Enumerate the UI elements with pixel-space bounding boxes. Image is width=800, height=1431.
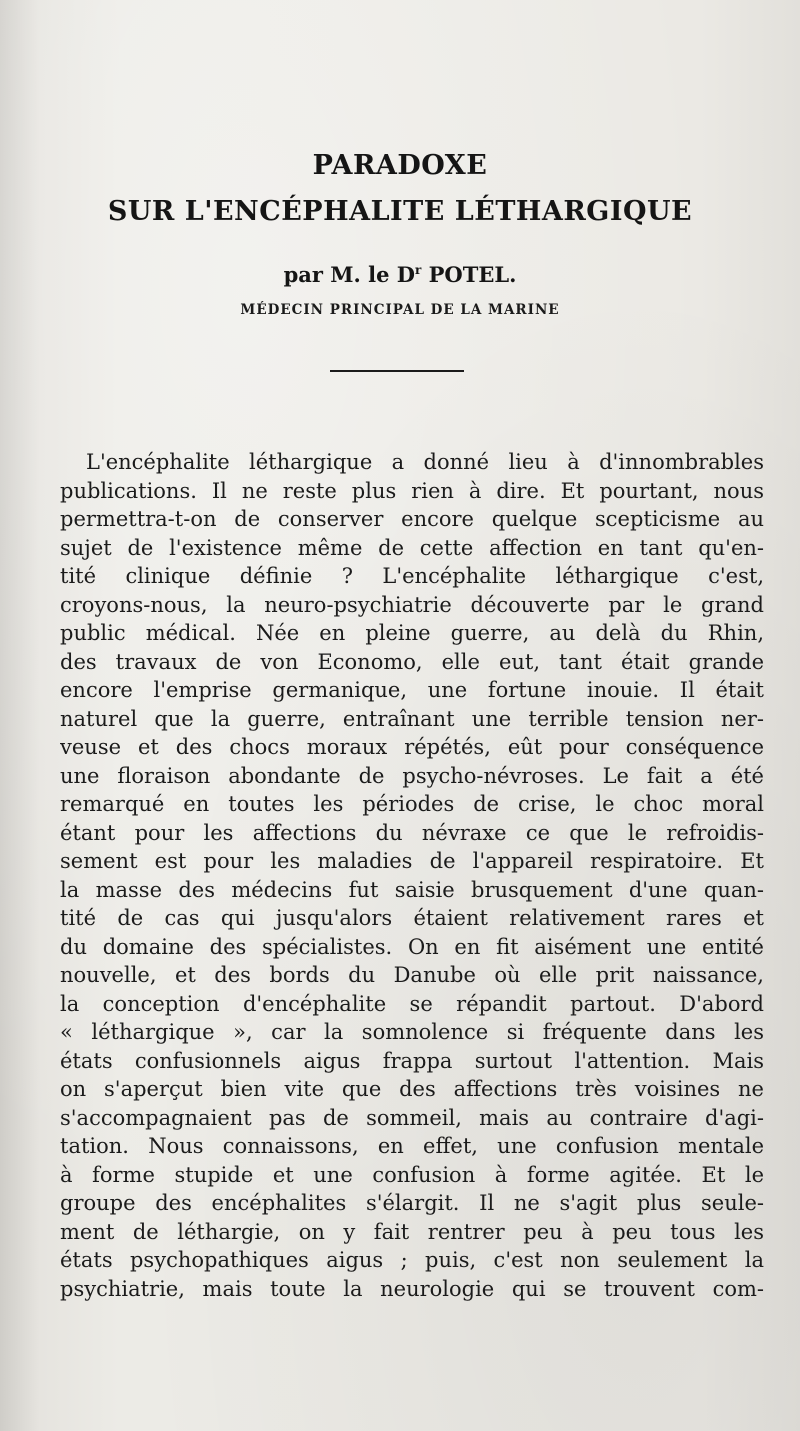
body-line: croyons-nous, la neuro-psychiatrie découverte par le grand — [60, 592, 764, 617]
body-line: tité clinique définie ? L'encéphalite léthargique c'est, — [60, 564, 764, 588]
author-affiliation: MÉDECIN PRINCIPAL DE LA MARINE — [240, 302, 560, 318]
body-line: sement est pour les maladies de l'appareil respiratoire. Et — [60, 849, 764, 873]
body-line: étant pour les affections du névraxe ce que le refroidis- — [60, 820, 764, 845]
body-paragraph — [60, 448, 764, 1303]
body-line: états psychopathiques aigus ; puis, c'est non seulement la — [60, 1248, 764, 1272]
body-line: encore l'emprise germanique, une fortune inouie. Il était — [60, 678, 764, 702]
byline-prefix: par M. le D — [283, 262, 415, 287]
body-line: veuse et des chocs moraux répétés, eût pour conséquence — [60, 735, 764, 759]
body-line: « léthargique », car la somnolence si fréquente dans les — [60, 1020, 764, 1044]
body-line: la masse des médecins fut saisie brusquement d'une quan- — [60, 877, 764, 902]
body-line: la conception d'encéphalite se répandit partout. D'abord — [60, 991, 764, 1016]
body-line: on s'aperçut bien vite que des affections très voisines ne — [60, 1077, 764, 1101]
body-line: remarqué en toutes les périodes de crise, le choc moral — [60, 792, 764, 816]
body-line: une floraison abondante de psycho-névroses. Le fait a été — [60, 763, 764, 788]
body-line: nouvelle, et des bords du Danube où elle prit naissance, — [60, 963, 764, 987]
body-line: à forme stupide et une confusion à forme agitée. Et le — [60, 1162, 764, 1187]
body-line: du domaine des spécialistes. On en fit aisément une entité — [60, 934, 764, 959]
author-name: POTEL — [428, 262, 510, 287]
article-title-line-1: PARADOXE — [312, 150, 488, 181]
body-line: des travaux de von Economo, elle eut, tant était grande — [60, 649, 764, 674]
body-line: ment de léthargie, on y fait rentrer peu à peu tous les — [60, 1219, 764, 1244]
body-line: publications. Il ne reste plus rien à dire. Et pourtant, nous — [60, 478, 764, 503]
body-line: groupe des encéphalites s'élargit. Il ne s'agit plus seule- — [60, 1191, 764, 1215]
separator-rule — [330, 370, 464, 372]
body-line: sujet de l'existence même de cette affection en tant qu'en- — [60, 535, 764, 560]
body-line: états confusionnels aigus frappa surtout l'attention. Mais — [60, 1048, 764, 1073]
author-byline: par M. le $D^r$ POTEL. — [283, 262, 517, 287]
body-line: psychiatrie, mais toute la neurologie qui se trouvent com- — [60, 1276, 764, 1301]
body-line: public médical. Née en pleine guerre, au delà du Rhin, — [60, 621, 764, 645]
body-line: tation. Nous connaissons, en effet, une confusion mentale — [60, 1134, 764, 1158]
body-line: permettra-t-on de conserver encore quelque scepticisme au — [60, 507, 764, 531]
body-line: L'encéphalite léthargique a donné lieu à d'innombrables — [86, 450, 764, 474]
body-line: tité de cas qui jusqu'alors étaient relativement rares et — [60, 906, 764, 930]
article-title-line-2: SUR L'ENCÉPHALITE LÉTHARGIQUE — [107, 196, 693, 227]
byline-sup: r — [414, 263, 422, 277]
body-line: naturel que la guerre, entraînant une terrible tension ner- — [60, 706, 764, 731]
body-line: s'accompagnaient pas de sommeil, mais au contraire d'agi- — [60, 1105, 764, 1130]
